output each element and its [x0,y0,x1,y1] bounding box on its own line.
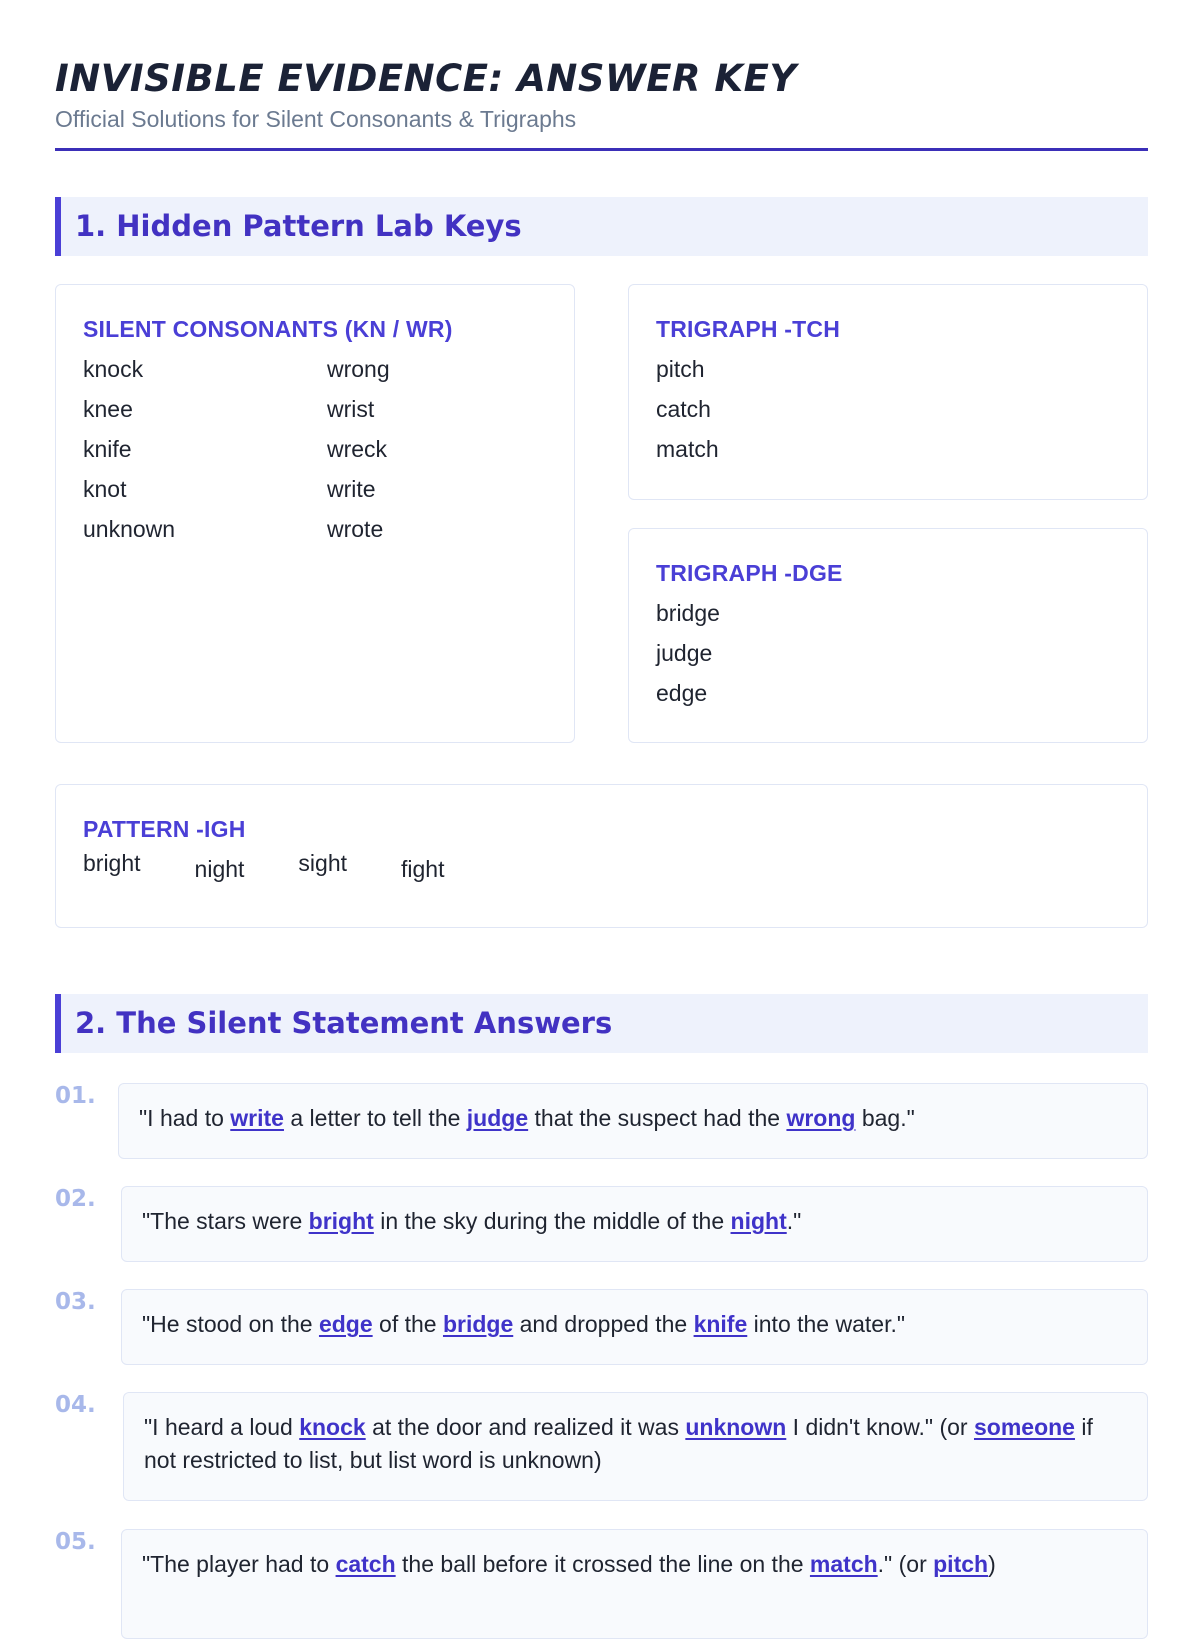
answer-sentence [121,1529,1148,1639]
answer-number: 04. [55,1392,96,1418]
sentence-text: "The player had to [142,1551,336,1577]
list-item: bridge [656,600,720,626]
sentence-text: "He stood on the [142,1311,319,1337]
list-item: wrist [327,396,375,422]
answer-key-page [55,55,1148,1577]
list-item: sight [298,850,348,876]
sentence-text: "I heard a loud [144,1414,300,1440]
answer-keyword: wrong [786,1105,856,1131]
list-item: unknown [83,516,176,542]
kn-word-list [83,349,327,549]
sentence-text: and dropped the [513,1311,694,1337]
answer-keyword: match [809,1551,878,1577]
list-item: write [327,476,376,502]
sentence-text: ." [786,1208,802,1234]
answer-keyword: catch [335,1551,396,1577]
wr-word-list [327,349,527,549]
answer-keyword: knock [299,1414,366,1440]
sentence-text: ) [988,1551,996,1577]
sentence-text: "I had to [139,1105,231,1131]
answer-keyword: night [730,1208,787,1234]
pattern-igh-heading: PATTERN -IGH [83,816,246,842]
sentence-text: at the door and realized it was [365,1414,686,1440]
list-item: wreck [327,436,388,462]
list-item: match [656,436,719,462]
sentence-text: ." (or [877,1551,934,1577]
list-item: fight [401,856,445,882]
answer-sentence [121,1289,1148,1365]
answer-keyword: knife [693,1311,748,1337]
trigraph-tch-card [628,284,1148,500]
pattern-igh-card [55,784,1148,928]
list-item: wrote [327,516,384,542]
sentence-text: "The stars were [142,1208,309,1234]
list-item: catch [656,396,711,422]
section-2-heading: 2. The Silent Statement Answers [55,994,1148,1053]
answer-number: 05. [55,1529,96,1555]
answer-keyword: unknown [685,1414,787,1440]
trigraph-dge-heading: TRIGRAPH -DGE [656,560,843,586]
answer-sentence [123,1392,1148,1501]
answer-keyword: judge [466,1105,529,1131]
sentence-text: of the [372,1311,443,1337]
answer-keyword: write [230,1105,284,1131]
list-item: knife [83,436,132,462]
sentence-text: the ball before it crossed the line on the [395,1551,810,1577]
answer-number: 02. [55,1186,96,1212]
trigraph-dge-card [628,528,1148,743]
answer-keyword: bright [308,1208,374,1234]
list-item: wrong [327,356,390,382]
answer-number: 03. [55,1289,96,1315]
sentence-text: a letter to tell the [283,1105,467,1131]
list-item: knee [83,396,133,422]
list-item: night [194,856,245,882]
silent-consonants-heading: SILENT CONSONANTS (KN / WR) [83,316,453,342]
sentence-text: in the sky during the middle of the [373,1208,731,1234]
answer-keyword: someone [973,1414,1075,1440]
answer-keyword: edge [318,1311,373,1337]
answer-keyword: pitch [933,1551,989,1577]
trigraph-tch-heading: TRIGRAPH -TCH [656,316,841,342]
title-divider [55,148,1148,151]
list-item: knock [83,356,144,382]
answer-sentence [121,1186,1148,1262]
sentence-text: bag." [855,1105,915,1131]
answer-number: 01. [55,1083,96,1109]
sentence-text: if not restricted to list, but list word is unknown) [144,1414,1093,1473]
list-item: judge [656,640,713,666]
answer-sentence [118,1083,1148,1159]
sentence-text: I didn't know." (or [786,1414,974,1440]
section-1-heading: 1. Hidden Pattern Lab Keys [55,197,1148,256]
answer-keyword: bridge [442,1311,514,1337]
list-item: pitch [656,356,705,382]
sentence-text: that the suspect had the [528,1105,787,1131]
list-item: edge [656,680,708,706]
list-item: knot [83,476,127,502]
document-subtitle: Official Solutions for Silent Consonants & Trigraphs [55,106,577,132]
silent-consonants-card [55,284,575,743]
document-title: INVISIBLE EVIDENCE: ANSWER KEY [55,57,797,100]
sentence-text: into the water." [747,1311,906,1337]
list-item: bright [83,850,141,876]
